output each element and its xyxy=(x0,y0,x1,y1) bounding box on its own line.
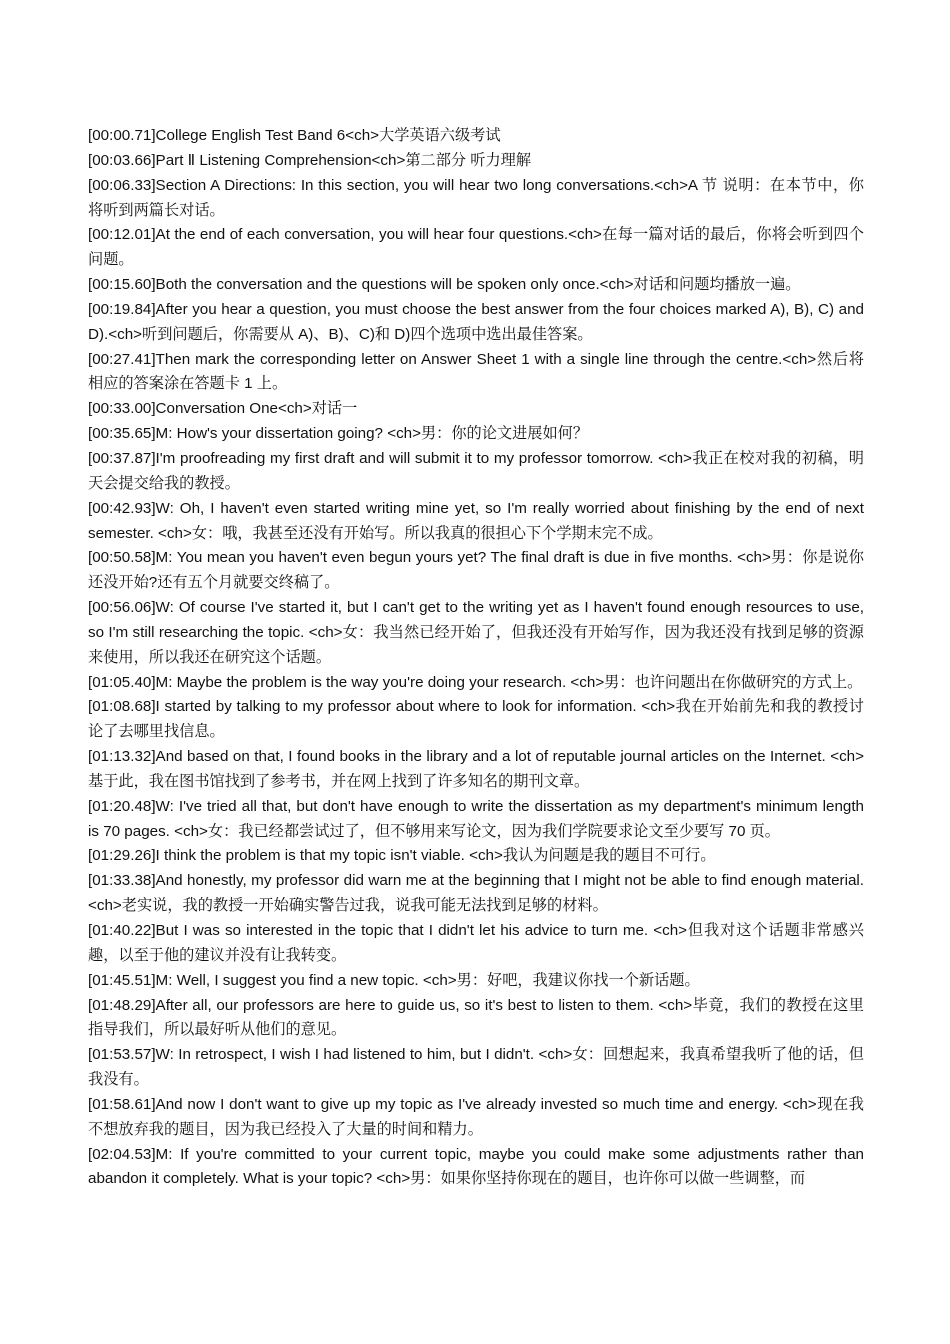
transcript-line: [00:42.93]W: Oh, I haven't even started writing mine yet, so I'm really worried about finishing by the end of next semester. <ch>女：哦，我甚至还没有开始写。所以我真的很担心下个学期末完不成。 xyxy=(88,499,864,542)
transcript-body xyxy=(88,124,864,1192)
transcript-line: [00:27.41]Then mark the corresponding letter on Answer Sheet 1 with a single line through the centre.<ch>然后将相应的答案涂在答题卡 1 上。 xyxy=(88,350,864,393)
transcript-line: [00:15.60]Both the conversation and the questions will be spoken only once.<ch>对话和问题均播放一遍。 xyxy=(88,276,801,294)
transcript-line: [01:05.40]M: Maybe the problem is the way you're doing your research. <ch>男：也许问题出在你做研究的方式上。 xyxy=(88,673,863,691)
transcript-line: [01:53.57]W: In retrospect, I wish I had listened to him, but I didn't. <ch>女：回想起来，我真希望我听了他的话，但我没有。 xyxy=(88,1046,864,1089)
transcript-line: [01:48.29]After all, our professors are here to guide us, so it's best to listen to them. <ch>毕竟，我们的教授在这里指导我们，所以最好听从他们的意见。 xyxy=(88,996,864,1039)
transcript-line: [00:00.71]College English Test Band 6<ch>大学英语六级考试 xyxy=(88,127,501,144)
transcript-line: [01:40.22]But I was so interested in the topic that I didn't let his advice to turn me. <ch>但我对这个话题非常感兴趣，以至于他的建议并没有让我转变。 xyxy=(88,922,864,964)
transcript-line: [01:13.32]And based on that, I found books in the library and a lot of reputable journal articles on the Internet. <ch>基于此，我在图书馆找到了参考书，并在网上找到了许多知名的期刊文章。 xyxy=(88,748,864,790)
transcript-line: [00:33.00]Conversation One<ch>对话一 xyxy=(88,400,358,418)
transcript-line: [00:35.65]M: How's your dissertation going? <ch>男：你的论文进展如何？ xyxy=(88,425,589,443)
transcript-line: [01:58.61]And now I don't want to give up my topic as I've already invested so much time and energy. <ch>现在我不想放弃我的题目，因为我已经投入了大量的时间和精力。 xyxy=(88,1095,864,1138)
transcript-line: [02:04.53]M: If you're committed to your current topic, maybe you could make some adjustments rather than abandon it completely. What is your topic? <ch>男：如果你坚持你现在的题目，也许你可以做一些调整，而 xyxy=(88,1145,864,1188)
transcript-line: [00:37.87]I'm proofreading my first draft and will submit it to my professor tomorrow. <ch>我正在校对我的初稿，明天会提交给我的教授。 xyxy=(88,449,864,492)
transcript-line: [01:33.38]And honestly, my professor did warn me at the beginning that I might not be able to find enough material. <ch>老实说，我的教授一开始确实警告过我，说我可能无法找到足够的材料。 xyxy=(88,872,864,915)
transcript-line: [01:45.51]M: Well, I suggest you find a new topic. <ch>男：好吧，我建议你找一个新话题。 xyxy=(88,971,700,989)
transcript-line: [01:29.26]I think the problem is that my topic isn't viable. <ch>我认为问题是我的题目不可行。 xyxy=(88,847,716,865)
transcript-line: [00:03.66]Part Ⅱ Listening Comprehension<ch>第二部分 听力理解 xyxy=(88,151,532,169)
transcript-line: [01:08.68]I started by talking to my professor about where to look for information. <ch>我在开始前先和我的教授讨论了去哪里找信息。 xyxy=(88,698,864,741)
transcript-line: [00:50.58]M: You mean you haven't even begun yours yet? The final draft is due in five months. <ch>男：你是说你还没开始?还有五个月就要交终稿了。 xyxy=(88,549,864,592)
transcript-line: [00:19.84]After you hear a question, you must choose the best answer from the four choices marked A), B), C) and D).<ch>听到问题后，你需要从 A)、B)、C)和 D)四个选项中选出最佳答案。 xyxy=(88,300,864,343)
transcript-line: [01:20.48]W: I've tried all that, but don't have enough to write the dissertation as my department's minimum length is 70 pages. <ch>女：我已经都尝试过了，但不够用来写论文，因为我们学院要求论文至少要写 70 页。 xyxy=(88,797,864,840)
transcript-line: [00:12.01]At the end of each conversation, you will hear four questions.<ch>在每一篇对话的最后，你将会听到四个问题。 xyxy=(88,226,864,269)
transcript-line: [00:06.33]Section A Directions: In this section, you will hear two long conversations.<ch>A 节 说明：在本节中，你将听到两篇长对话。 xyxy=(88,176,864,219)
transcript-line: [00:56.06]W: Of course I've started it, but I can't get to the writing yet as I haven't found enough resources to use, so I'm still researching the topic. <ch>女：我当然已经开始了，但我还没有开始写作，因为我还没有找到足够的资源来使用，所以我还在研究这个话题。 xyxy=(88,599,864,666)
